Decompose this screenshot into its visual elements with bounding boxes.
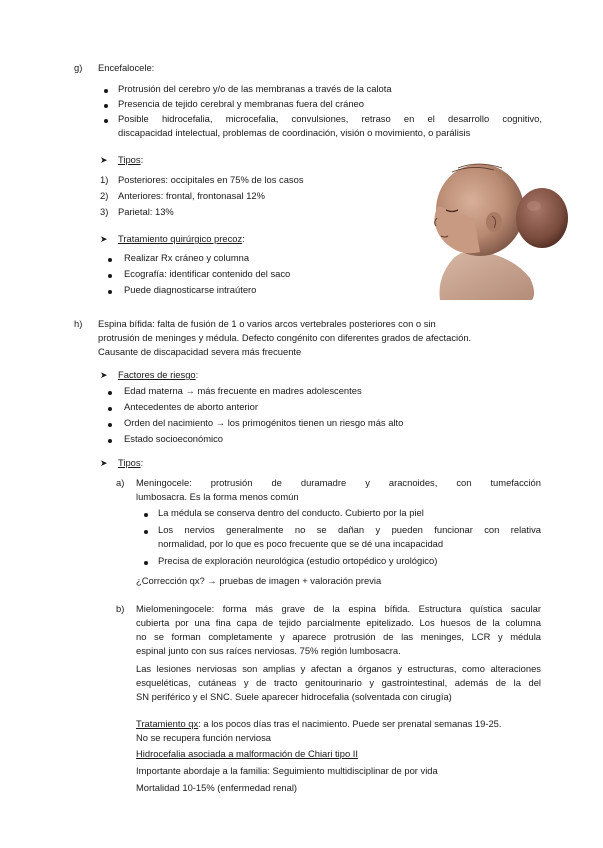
list-item: Parietal: 13% bbox=[118, 206, 174, 217]
intro-line: protrusión de meninges y médula. Defecto congénito con diferentes grados de afectación. bbox=[98, 332, 472, 343]
bullet-dot bbox=[108, 439, 112, 443]
list-item: Precisa de exploración neurológica (estudio ortopédico y urológico) bbox=[158, 555, 438, 566]
subheading-tratamiento: Tratamiento quirúrgico precoz: bbox=[118, 233, 245, 244]
list-item: Los nervios generalmente no se dañan y pueden funcionar con relativa bbox=[158, 524, 541, 535]
paragraph-line: Importante abordaje a la familia: Seguimiento multidisciplinar de por vida bbox=[136, 765, 438, 776]
list-item: Ecografía: identificar contenido del saco bbox=[124, 268, 291, 279]
bullet-dot bbox=[144, 530, 148, 534]
section-g-title: Encefalocele: bbox=[98, 62, 155, 73]
subheading-tipos: Tipos: bbox=[118, 154, 144, 165]
paragraph-line: cubierta por una fina capa de tejido parcialmente epitelizado. Los huesos de la columna bbox=[136, 617, 541, 628]
arrow-bullet-icon: ➤ bbox=[100, 155, 108, 165]
arrow-bullet-icon: ➤ bbox=[100, 458, 108, 468]
paragraph-line: Mielomeningocele: forma más grave de la espina bífida. Estructura quística sacular bbox=[136, 603, 541, 614]
paragraph-line: Las lesiones nerviosas son amplias y afectan a órganos y estructuras, como alteraciones bbox=[136, 663, 541, 674]
hidrocefalia-heading: Hidrocefalia asociada a malformación de Chiari tipo II bbox=[136, 748, 358, 759]
section-g-marker: g) bbox=[74, 62, 83, 73]
subheading-tipos-h: Tipos: bbox=[118, 457, 144, 468]
arrow-bullet-icon: ➤ bbox=[100, 234, 108, 244]
list-number: 2) bbox=[100, 190, 109, 201]
list-item: Posible hidrocefalia, microcefalia, convulsiones, retraso en el desarrollo cognitivo, bbox=[118, 113, 542, 124]
list-item: Protrusión del cerebro y/o de las membranas a través de la calota bbox=[118, 83, 392, 94]
list-item: La médula se conserva dentro del conducto. Cubierto por la piel bbox=[158, 507, 424, 518]
bullet-dot bbox=[104, 119, 108, 123]
list-item: Presencia de tejido cerebral y membranas fuera del cráneo bbox=[118, 98, 364, 109]
list-item: Estado socioeconómico bbox=[124, 433, 224, 444]
bullet-dot bbox=[144, 513, 148, 517]
bullet-dot bbox=[108, 274, 112, 278]
list-item: Antecedentes de aborto anterior bbox=[124, 401, 258, 412]
bullet-dot bbox=[108, 423, 112, 427]
intro-line: Espina bífida: falta de fusión de 1 o varios arcos vertebrales posteriores con o sin bbox=[98, 318, 436, 329]
paragraph-line: Meningocele: protrusión de duramadre y aracnoides, con tumefacción bbox=[136, 477, 541, 488]
section-h-marker: h) bbox=[74, 318, 83, 329]
list-item: Realizar Rx cráneo y columna bbox=[124, 252, 250, 263]
correccion-note: ¿Corrección qx? → pruebas de imagen + valoración previa bbox=[136, 575, 382, 586]
paragraph-line: lumbosacra. Es la forma menos común bbox=[136, 491, 299, 502]
paragraph-line: esqueléticas, cutáneas y de tracto genitourinario y gastrointestinal, además de la del bbox=[136, 677, 541, 688]
paragraph-line: espinal junto con sus raíces nerviosas. 75% región lumbosacra. bbox=[136, 645, 401, 656]
paragraph-line: Mortalidad 10-15% (enfermedad renal) bbox=[136, 782, 298, 793]
bullet-dot bbox=[108, 258, 112, 262]
bullet-dot bbox=[108, 290, 112, 294]
paragraph-line: SN periférico y el SNC. Suele aparecer hidrocefalia (solventada con cirugía) bbox=[136, 691, 452, 702]
bullet-dot bbox=[108, 407, 112, 411]
list-item-continuation: normalidad, por lo que es poco frecuente que se dé una incapacidad bbox=[158, 538, 444, 549]
bullet-dot bbox=[104, 104, 108, 108]
tratamiento-qx-line: Tratamiento qx: a los pocos días tras el nacimiento. Puede ser prenatal semanas 19-25. bbox=[136, 718, 502, 729]
bullet-dot bbox=[104, 89, 108, 93]
paragraph-line: No se recupera función nerviosa bbox=[136, 732, 271, 743]
list-item: Anteriores: frontal, frontonasal 12% bbox=[118, 190, 265, 201]
list-item-continuation: discapacidad intelectual, problemas de coordinación, visión o movimiento, o parálisis bbox=[118, 127, 471, 138]
list-number: 3) bbox=[100, 206, 109, 217]
list-number: 1) bbox=[100, 174, 109, 185]
encephalocele-infant-illustration bbox=[422, 148, 572, 300]
bullet-dot bbox=[108, 391, 112, 395]
list-item: Orden del nacimiento → los primogénitos tienen un riesgo más alto bbox=[124, 417, 404, 428]
list-item: Puede diagnosticarse intraútero bbox=[124, 284, 257, 295]
arrow-bullet-icon: ➤ bbox=[100, 370, 108, 380]
subsection-a-marker: a) bbox=[116, 477, 125, 488]
list-item: Posteriores: occipitales en 75% de los casos bbox=[118, 174, 304, 185]
list-item: Edad materna → más frecuente en madres adolescentes bbox=[124, 385, 362, 396]
paragraph-line: no se forman completamente y aparece protrusión de las meninges, LCR y médula bbox=[136, 631, 541, 642]
bullet-dot bbox=[144, 561, 148, 565]
subheading-factores: Factores de riesgo: bbox=[118, 369, 199, 380]
subsection-b-marker: b) bbox=[116, 603, 125, 614]
intro-line: Causante de discapacidad severa más frecuente bbox=[98, 346, 302, 357]
